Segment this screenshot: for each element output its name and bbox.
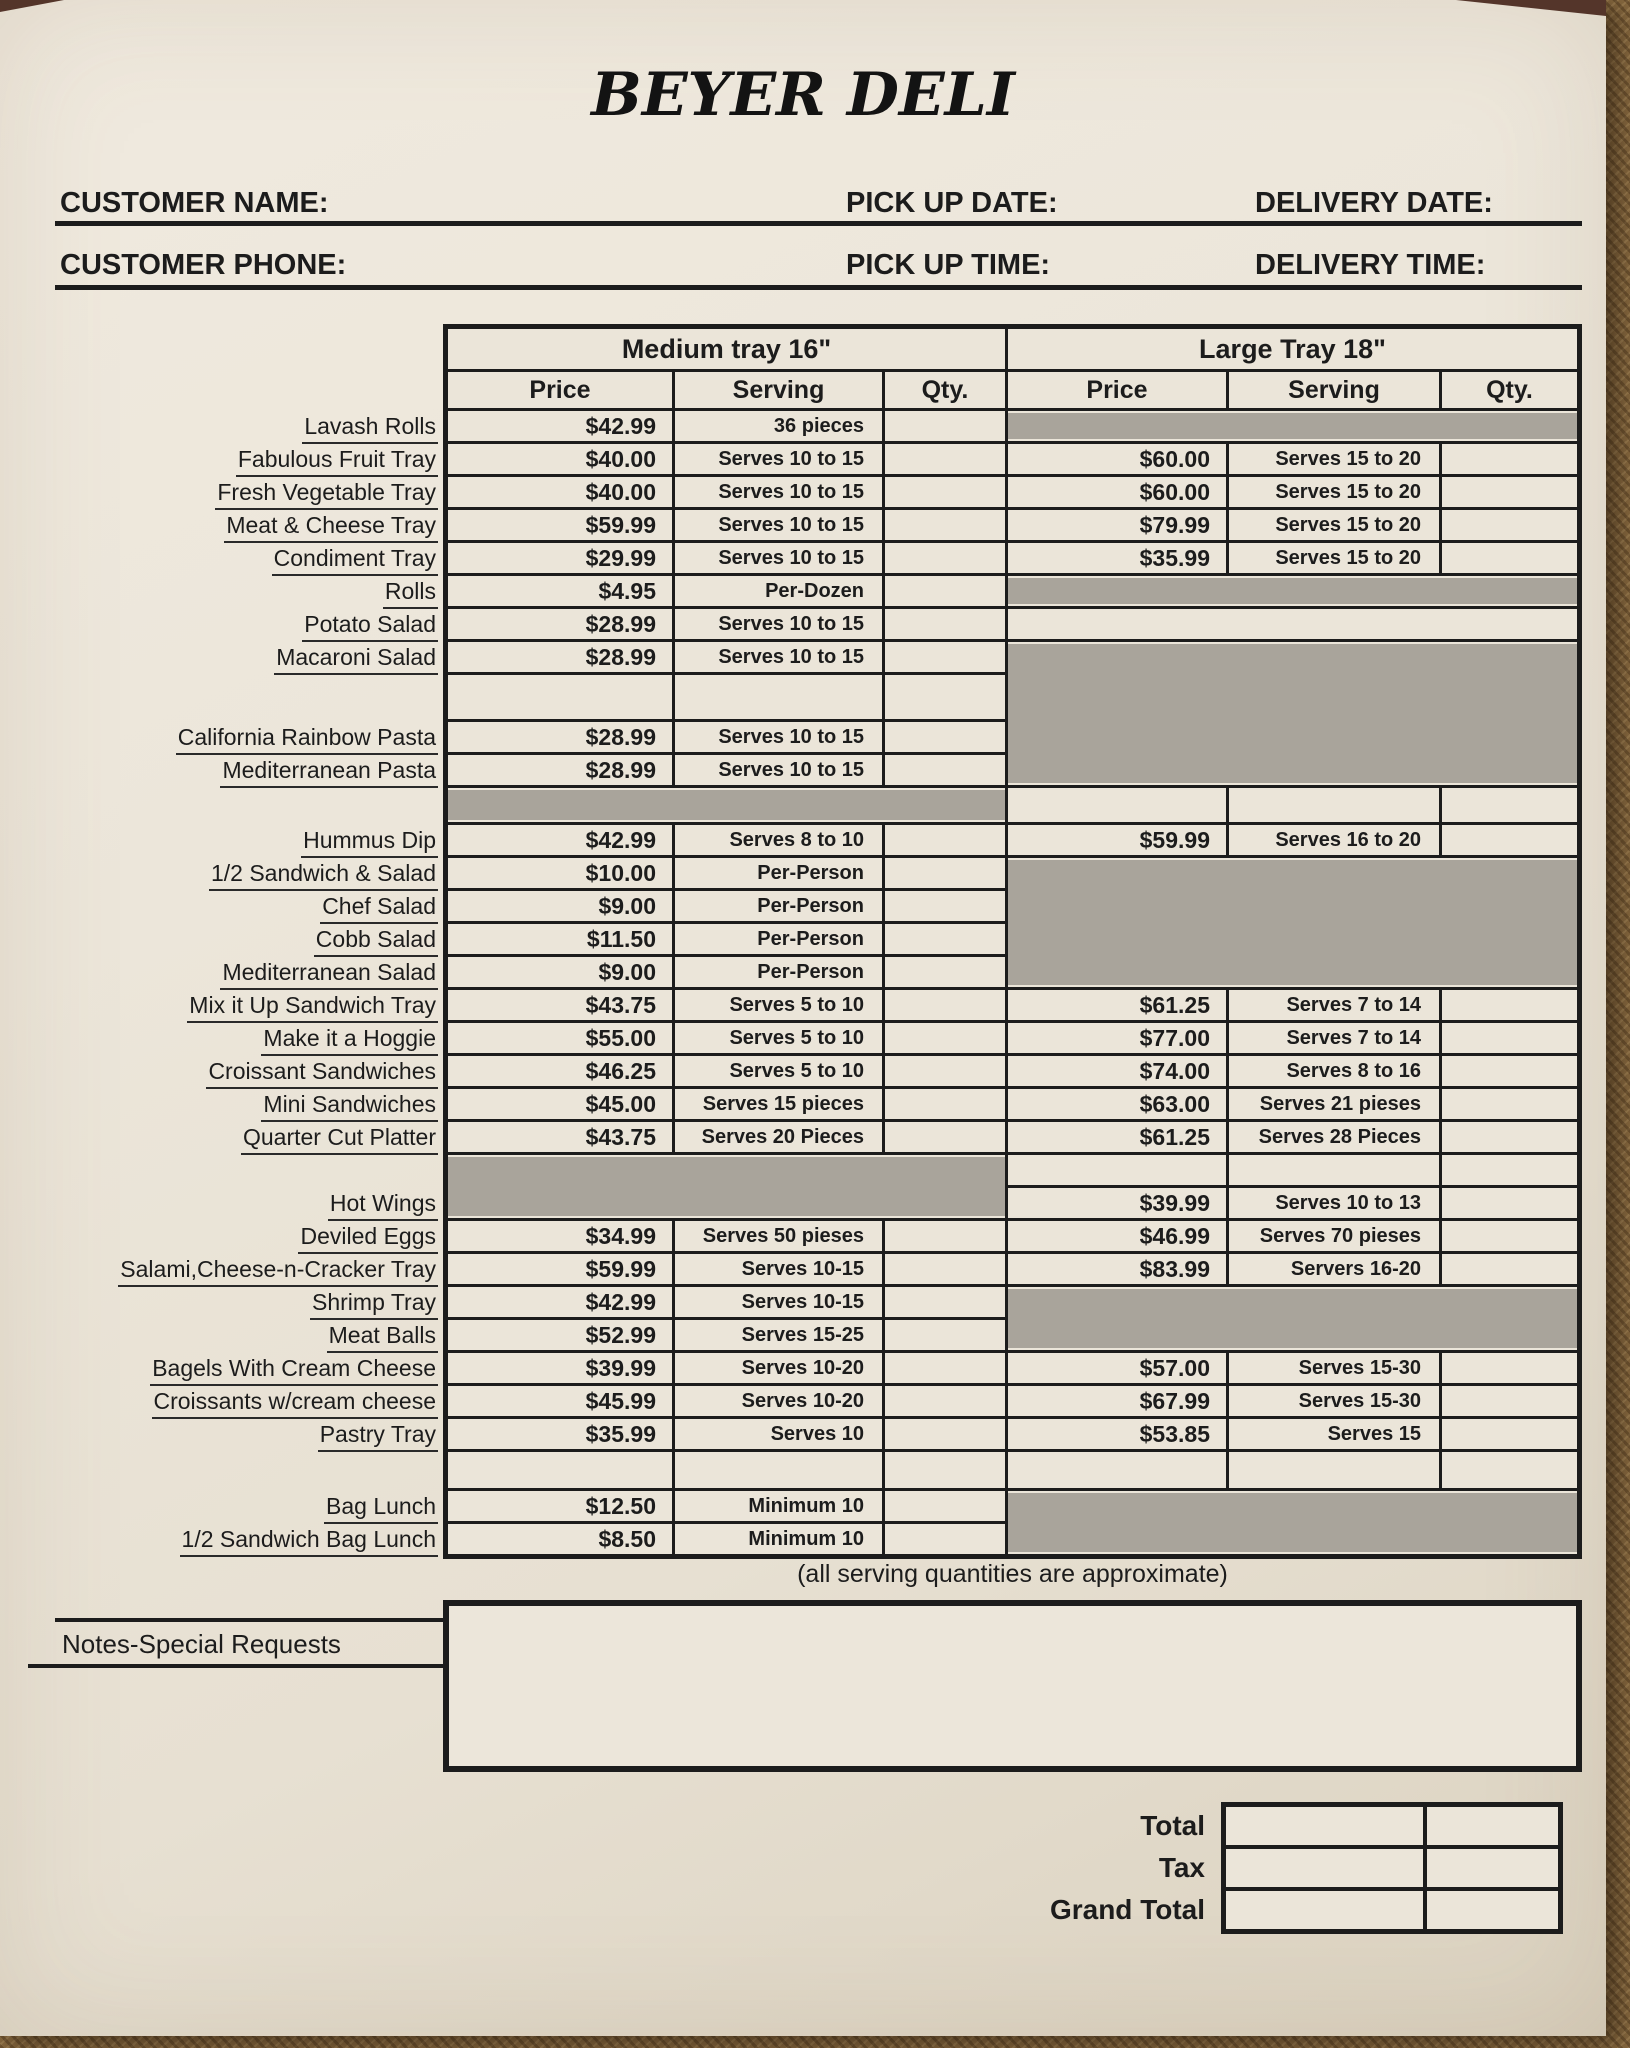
large-serving-cell: Serves 7 to 14 — [1229, 990, 1439, 1020]
pickup-date-input[interactable] — [1065, 184, 1245, 220]
medium-qty-input[interactable] — [885, 990, 1005, 1020]
medium-qty-input[interactable] — [885, 1452, 1005, 1488]
large-qty-input[interactable] — [1442, 1155, 1577, 1185]
medium-qty-input[interactable] — [885, 755, 1005, 785]
large-price-cell — [1008, 1452, 1226, 1488]
medium-unavailable-cell — [448, 788, 1005, 822]
large-price-cell: $79.99 — [1008, 510, 1226, 540]
item-label — [50, 444, 438, 474]
large-price-cell: $39.99 — [1008, 1188, 1226, 1218]
item-label — [50, 1089, 438, 1119]
medium-qty-input[interactable] — [885, 477, 1005, 507]
large-serving-cell: Serves 15 to 20 — [1229, 510, 1439, 540]
large-qty-input[interactable] — [1442, 1056, 1577, 1086]
large-price-cell: $60.00 — [1008, 477, 1226, 507]
large-price-cell: $61.25 — [1008, 990, 1226, 1020]
medium-qty-input[interactable] — [885, 957, 1005, 987]
large-price-cell: $74.00 — [1008, 1056, 1226, 1086]
large-qty-input[interactable] — [1442, 1089, 1577, 1119]
pickup-date-label: PICK UP DATE: — [846, 187, 1058, 219]
medium-price-cell: $39.99 — [448, 1353, 672, 1383]
unavailable-band — [448, 790, 1005, 820]
large-qty-input[interactable] — [1442, 1452, 1577, 1488]
medium-serving-cell: Serves 5 to 10 — [675, 990, 882, 1020]
medium-serving-cell: Serves 10 to 15 — [675, 642, 882, 672]
item-label — [50, 1353, 438, 1383]
medium-qty-input[interactable] — [885, 1491, 1005, 1521]
medium-qty-input[interactable] — [885, 1089, 1005, 1119]
medium-qty-input[interactable] — [885, 510, 1005, 540]
medium-qty-input[interactable] — [885, 924, 1005, 954]
large-serving-cell: Serves 10 to 13 — [1229, 1188, 1439, 1218]
large-price-cell: $46.99 — [1008, 1221, 1226, 1251]
medium-qty-input[interactable] — [885, 1056, 1005, 1086]
medium-price-cell: $29.99 — [448, 543, 672, 573]
medium-price-header: Price — [448, 372, 672, 408]
medium-serving-cell: 36 pieces — [675, 411, 882, 441]
item-label — [50, 755, 438, 785]
item-label — [50, 722, 438, 752]
large-qty-input[interactable] — [1442, 1419, 1577, 1449]
grand-total-amount-cell[interactable] — [1226, 1891, 1423, 1929]
large-serving-cell: Serves 16 to 20 — [1229, 825, 1439, 855]
item-label — [50, 1056, 438, 1086]
notes-divider-top — [55, 1618, 443, 1622]
medium-qty-input[interactable] — [885, 891, 1005, 921]
item-label — [50, 1287, 438, 1317]
item-label — [50, 1254, 438, 1284]
medium-serving-cell: Per-Person — [675, 924, 882, 954]
medium-price-cell: $55.00 — [448, 1023, 672, 1053]
medium-serving-cell: Serves 10-15 — [675, 1254, 882, 1284]
large-price-header: Price — [1008, 372, 1226, 408]
medium-serving-cell: Serves 50 pieses — [675, 1221, 882, 1251]
item-label-text: Mix it Up Sandwich Tray — [187, 990, 438, 1023]
total-amount-cell[interactable] — [1226, 1807, 1423, 1845]
medium-serving-cell — [675, 675, 882, 719]
medium-qty-input[interactable] — [885, 722, 1005, 752]
item-label-text: Fabulous Fruit Tray — [236, 444, 438, 477]
large-qty-input[interactable] — [1442, 1254, 1577, 1284]
tax-amount-cell[interactable] — [1226, 1849, 1423, 1887]
pricing-table — [443, 324, 1582, 1559]
large-price-cell: $63.00 — [1008, 1089, 1226, 1119]
large-serving-cell: Serves 15-30 — [1229, 1353, 1439, 1383]
serving-footnote: (all serving quantities are approximate) — [797, 1560, 1228, 1588]
medium-serving-cell: Serves 10 to 15 — [675, 755, 882, 785]
item-label — [50, 1122, 438, 1152]
large-price-cell: $77.00 — [1008, 1023, 1226, 1053]
medium-serving-cell: Per-Dozen — [675, 576, 882, 606]
medium-serving-cell: Serves 15-25 — [675, 1320, 882, 1350]
item-label-text: Cobb Salad — [314, 924, 438, 957]
unavailable-band — [448, 1157, 1005, 1216]
tax-label: Tax — [1158, 1852, 1205, 1883]
medium-qty-input[interactable] — [885, 411, 1005, 441]
item-label-text: 1/2 Sandwich Bag Lunch — [180, 1524, 438, 1557]
large-qty-input[interactable] — [1442, 477, 1577, 507]
item-label-text: California Rainbow Pasta — [176, 722, 438, 755]
medium-price-cell: $40.00 — [448, 444, 672, 474]
item-label — [50, 576, 438, 606]
item-label — [50, 477, 438, 507]
medium-price-cell: $45.00 — [448, 1089, 672, 1119]
unavailable-band — [1008, 1493, 1577, 1552]
large-serving-cell: Serves 15 to 20 — [1229, 444, 1439, 474]
medium-price-cell: $43.75 — [448, 990, 672, 1020]
item-label-text: Croissant Sandwiches — [206, 1056, 438, 1089]
large-serving-header: Serving — [1229, 372, 1439, 408]
medium-qty-input[interactable] — [885, 1254, 1005, 1284]
pickup-time-label: PICK UP TIME: — [846, 249, 1051, 281]
large-price-cell: $59.99 — [1008, 825, 1226, 855]
item-label — [50, 1524, 438, 1554]
medium-qty-input[interactable] — [885, 1023, 1005, 1053]
item-label-text: Hot Wings — [328, 1188, 438, 1221]
notes-divider-bottom — [28, 1664, 443, 1668]
large-serving-cell: Serves 70 pieses — [1229, 1221, 1439, 1251]
large-serving-cell: Servers 16-20 — [1229, 1254, 1439, 1284]
large-qty-input[interactable] — [1442, 510, 1577, 540]
medium-price-cell: $43.75 — [448, 1122, 672, 1152]
medium-serving-cell: Serves 10-15 — [675, 1287, 882, 1317]
total-amount-cell-2[interactable] — [1427, 1807, 1558, 1845]
medium-qty-input[interactable] — [885, 576, 1005, 606]
item-label-text: Bag Lunch — [324, 1491, 438, 1524]
unavailable-band — [1008, 1289, 1577, 1348]
item-label-text: Rolls — [383, 576, 438, 609]
grand-total-label: Grand Total — [1049, 1894, 1205, 1925]
medium-price-cell — [448, 1452, 672, 1488]
medium-qty-input[interactable] — [885, 1320, 1005, 1350]
grand-total-amount-cell-2[interactable] — [1427, 1891, 1558, 1929]
large-serving-cell: Serves 28 Pieces — [1229, 1122, 1439, 1152]
medium-price-cell: $42.99 — [448, 411, 672, 441]
medium-price-cell: $9.00 — [448, 891, 672, 921]
delivery-date-input[interactable] — [1505, 184, 1582, 220]
item-label-text: Meat Balls — [327, 1320, 438, 1353]
large-tray-section-header: Large Tray 18" — [1008, 329, 1577, 369]
large-price-cell: $35.99 — [1008, 543, 1226, 573]
large-price-cell: $53.85 — [1008, 1419, 1226, 1449]
medium-serving-cell: Serves 10 to 15 — [675, 477, 882, 507]
large-qty-input[interactable] — [1442, 1221, 1577, 1251]
medium-unavailable-cell — [448, 1155, 1005, 1218]
medium-price-cell: $28.99 — [448, 609, 672, 639]
medium-qty-input[interactable] — [885, 1287, 1005, 1317]
page-title: BEYER DELI — [591, 60, 1015, 130]
item-label-text: Mini Sandwiches — [261, 1089, 438, 1122]
large-price-cell: $67.99 — [1008, 1386, 1226, 1416]
medium-qty-input[interactable] — [885, 1386, 1005, 1416]
large-price-cell: $60.00 — [1008, 444, 1226, 474]
large-price-cell: $83.99 — [1008, 1254, 1226, 1284]
medium-price-cell: $28.99 — [448, 755, 672, 785]
medium-price-cell: $46.25 — [448, 1056, 672, 1086]
item-label — [50, 924, 438, 954]
item-label-text: Deviled Eggs — [298, 1221, 438, 1254]
item-label-text: Fresh Vegetable Tray — [215, 477, 438, 510]
medium-price-cell: $28.99 — [448, 642, 672, 672]
item-label — [50, 510, 438, 540]
item-label-text: Mediterranean Pasta — [220, 755, 438, 788]
large-serving-cell — [1229, 1155, 1439, 1185]
item-label — [50, 1491, 438, 1521]
medium-qty-input[interactable] — [885, 1353, 1005, 1383]
medium-qty-input[interactable] — [885, 675, 1005, 719]
item-label-text: Croissants w/cream cheese — [152, 1386, 439, 1419]
item-label — [50, 1188, 438, 1218]
medium-qty-input[interactable] — [885, 609, 1005, 639]
medium-qty-input[interactable] — [885, 1122, 1005, 1152]
large-price-cell: $57.00 — [1008, 1353, 1226, 1383]
medium-serving-cell: Per-Person — [675, 957, 882, 987]
item-label — [50, 825, 438, 855]
unavailable-band — [1008, 578, 1577, 604]
large-unavailable-cell — [1008, 411, 1577, 441]
medium-serving-cell: Serves 10 to 15 — [675, 722, 882, 752]
pickup-time-input[interactable] — [1060, 246, 1245, 282]
unavailable-band — [1008, 860, 1577, 985]
large-unavailable-cell — [1008, 576, 1577, 606]
medium-serving-cell: Per-Person — [675, 891, 882, 921]
large-unavailable-cell — [1008, 1287, 1577, 1350]
large-price-cell: $61.25 — [1008, 1122, 1226, 1152]
item-label — [50, 411, 438, 441]
item-label-text: Make it a Hoggie — [261, 1023, 438, 1056]
medium-price-cell: $10.00 — [448, 858, 672, 888]
medium-serving-cell: Serves 10 — [675, 1419, 882, 1449]
customer-name-label: CUSTOMER NAME: — [60, 187, 329, 219]
medium-qty-input[interactable] — [885, 444, 1005, 474]
item-label-text: Macaroni Salad — [274, 642, 438, 675]
item-label-text: Condiment Tray — [272, 543, 438, 576]
unavailable-band — [1008, 413, 1577, 439]
medium-serving-cell: Serves 10 to 15 — [675, 444, 882, 474]
notes-label: Notes-Special Requests — [62, 1629, 341, 1659]
large-qty-input[interactable] — [1442, 543, 1577, 573]
medium-qty-input[interactable] — [885, 1524, 1005, 1554]
tax-amount-cell-2[interactable] — [1427, 1849, 1558, 1887]
medium-price-cell: $11.50 — [448, 924, 672, 954]
large-qty-input[interactable] — [1442, 1023, 1577, 1053]
medium-serving-cell: Minimum 10 — [675, 1491, 882, 1521]
medium-price-cell: $9.00 — [448, 957, 672, 987]
item-label — [50, 642, 438, 672]
medium-price-cell: $12.50 — [448, 1491, 672, 1521]
item-label — [50, 1221, 438, 1251]
medium-price-cell: $35.99 — [448, 1419, 672, 1449]
large-qty-input[interactable] — [1442, 1353, 1577, 1383]
medium-serving-header: Serving — [675, 372, 882, 408]
item-label — [50, 957, 438, 987]
item-label — [50, 891, 438, 921]
customer-phone-label: CUSTOMER PHONE: — [60, 249, 347, 281]
medium-price-cell: $45.99 — [448, 1386, 672, 1416]
medium-serving-cell: Serves 10 to 15 — [675, 543, 882, 573]
medium-qty-input[interactable] — [885, 1419, 1005, 1449]
item-label — [50, 1023, 438, 1053]
medium-price-cell: $28.99 — [448, 722, 672, 752]
notes-special-requests-box[interactable] — [443, 1600, 1582, 1772]
medium-price-cell: $59.99 — [448, 510, 672, 540]
medium-serving-cell: Serves 20 Pieces — [675, 1122, 882, 1152]
item-label-text: Pastry Tray — [318, 1419, 438, 1452]
large-serving-cell: Serves 15-30 — [1229, 1386, 1439, 1416]
large-serving-cell — [1229, 788, 1439, 822]
medium-price-cell: $42.99 — [448, 1287, 672, 1317]
large-empty-cell — [1008, 609, 1577, 639]
item-label — [50, 1419, 438, 1449]
unavailable-band — [1008, 644, 1577, 783]
medium-serving-cell: Serves 10-20 — [675, 1386, 882, 1416]
medium-price-cell: $42.99 — [448, 825, 672, 855]
medium-qty-input[interactable] — [885, 858, 1005, 888]
medium-qty-input[interactable] — [885, 642, 1005, 672]
item-label-text: Lavash Rolls — [302, 411, 438, 444]
large-serving-cell: Serves 7 to 14 — [1229, 1023, 1439, 1053]
header-divider-1 — [55, 221, 1582, 226]
large-serving-cell: Serves 15 to 20 — [1229, 477, 1439, 507]
delivery-time-input[interactable] — [1500, 246, 1582, 282]
medium-serving-cell: Serves 10 to 15 — [675, 609, 882, 639]
large-unavailable-cell — [1008, 1491, 1577, 1554]
customer-phone-input[interactable] — [355, 246, 835, 282]
medium-price-cell: $34.99 — [448, 1221, 672, 1251]
total-label: Total — [1140, 1810, 1205, 1841]
medium-serving-cell: Serves 5 to 10 — [675, 1023, 882, 1053]
item-label-text: Chef Salad — [320, 891, 438, 924]
item-label-text: Bagels With Cream Cheese — [150, 1353, 438, 1386]
large-serving-cell: Serves 21 pieses — [1229, 1089, 1439, 1119]
item-label — [50, 990, 438, 1020]
large-qty-input[interactable] — [1442, 1386, 1577, 1416]
item-label — [50, 609, 438, 639]
item-label-text: Hummus Dip — [301, 825, 438, 858]
item-label-text: Meat & Cheese Tray — [224, 510, 438, 543]
medium-serving-cell: Minimum 10 — [675, 1524, 882, 1554]
large-qty-input[interactable] — [1442, 825, 1577, 855]
medium-serving-cell: Serves 10 to 15 — [675, 510, 882, 540]
medium-price-cell: $4.95 — [448, 576, 672, 606]
medium-serving-cell: Per-Person — [675, 858, 882, 888]
item-label-text: 1/2 Sandwich & Salad — [209, 858, 438, 891]
medium-price-cell: $52.99 — [448, 1320, 672, 1350]
item-label — [50, 1320, 438, 1350]
medium-qty-header: Qty. — [885, 372, 1005, 408]
large-price-cell — [1008, 1155, 1226, 1185]
delivery-time-label: DELIVERY TIME: — [1255, 249, 1486, 281]
large-unavailable-cell — [1008, 642, 1577, 785]
medium-serving-cell — [675, 1452, 882, 1488]
large-qty-input[interactable] — [1442, 1188, 1577, 1218]
medium-serving-cell: Serves 5 to 10 — [675, 1056, 882, 1086]
item-label-text: Mediterranean Salad — [220, 957, 438, 990]
customer-name-input[interactable] — [340, 184, 835, 220]
item-label — [50, 1386, 438, 1416]
medium-price-cell: $59.99 — [448, 1254, 672, 1284]
item-label-text: Quarter Cut Platter — [241, 1122, 438, 1155]
item-label-text: Salami,Cheese-n-Cracker Tray — [118, 1254, 438, 1287]
large-qty-input[interactable] — [1442, 990, 1577, 1020]
large-serving-cell: Serves 8 to 16 — [1229, 1056, 1439, 1086]
large-qty-input[interactable] — [1442, 788, 1577, 822]
large-qty-header: Qty. — [1442, 372, 1577, 408]
medium-serving-cell: Serves 10-20 — [675, 1353, 882, 1383]
delivery-date-label: DELIVERY DATE: — [1255, 187, 1493, 219]
header-divider-2 — [55, 285, 1582, 290]
medium-price-cell: $40.00 — [448, 477, 672, 507]
item-label — [50, 858, 438, 888]
large-serving-cell — [1229, 1452, 1439, 1488]
totals-box — [1221, 1802, 1563, 1934]
medium-qty-input[interactable] — [885, 543, 1005, 573]
large-qty-input[interactable] — [1442, 444, 1577, 474]
large-unavailable-cell — [1008, 858, 1577, 987]
medium-serving-cell: Serves 15 pieces — [675, 1089, 882, 1119]
medium-qty-input[interactable] — [885, 825, 1005, 855]
large-serving-cell: Serves 15 to 20 — [1229, 543, 1439, 573]
medium-qty-input[interactable] — [885, 1221, 1005, 1251]
medium-price-cell: $8.50 — [448, 1524, 672, 1554]
large-qty-input[interactable] — [1442, 1122, 1577, 1152]
item-label — [50, 543, 438, 573]
medium-tray-section-header: Medium tray 16" — [448, 329, 1005, 369]
medium-price-cell — [448, 675, 672, 719]
medium-serving-cell: Serves 8 to 10 — [675, 825, 882, 855]
large-serving-cell: Serves 15 — [1229, 1419, 1439, 1449]
item-label-text: Shrimp Tray — [310, 1287, 438, 1320]
item-label-text: Potato Salad — [302, 609, 438, 642]
large-price-cell — [1008, 788, 1226, 822]
